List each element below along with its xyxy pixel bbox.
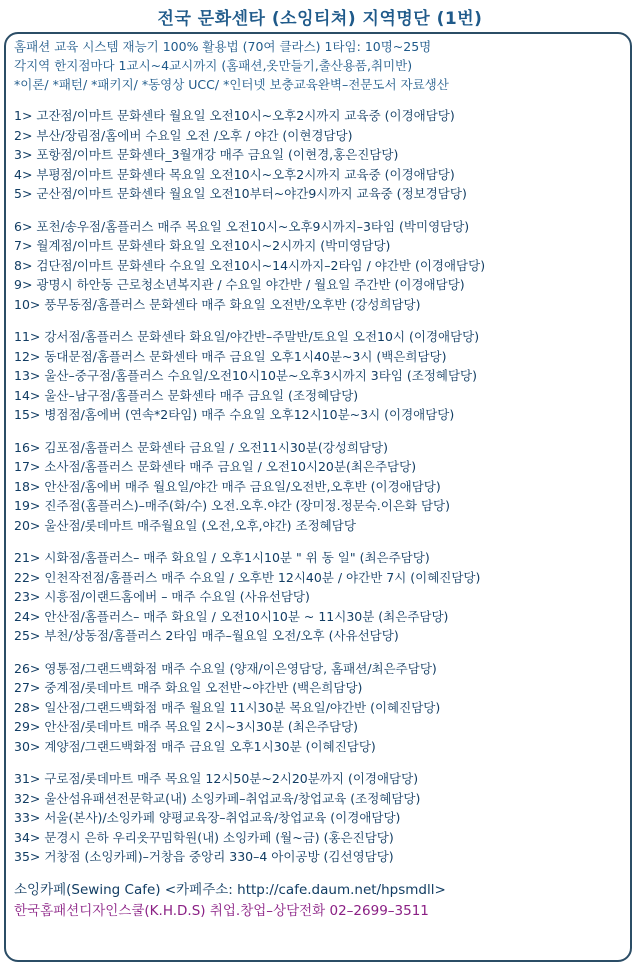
intro-block bbox=[14, 37, 622, 94]
list-item: 32> 울산섬유패션전문학교(내) 소잉카페–취업교육/창업교육 (조정혜담당) bbox=[14, 790, 421, 806]
list-item: 5> 군산점/이마트 문화센타 월요일 오전10부터~야간9시까지 교육중 (정보경담당) bbox=[14, 186, 467, 201]
list-item: 16> 김포점/홈플러스 문화센타 금요일 / 오전11시30분(강성희담당) bbox=[14, 439, 388, 455]
list-item: 12> 동대문점/홈플러스 문화센타 매주 금요일 오후1시40분~3시 (백은희담당) bbox=[14, 348, 447, 364]
list-item: 22> 인천작전점/홈플러스 매주 수요일 / 오후반 12시40분 / 야간반 7시 (이혜진담당) bbox=[14, 569, 481, 585]
branch-group bbox=[14, 327, 622, 425]
list-item: 23> 시흥점/이랜드홈에버 – 매주 수요일 (사유선담당) bbox=[14, 589, 310, 604]
list-item: 4> 부평점/이마트 문화센타 목요일 오전10시~오후2시까지 교육중 (이경애담당) bbox=[14, 166, 455, 182]
branch-group bbox=[14, 106, 622, 204]
list-item: 34> 문경시 은하 우리옷꾸밈학원(내) 소잉카페 (월~금) (홍은진담당) bbox=[14, 829, 394, 845]
list-item: 29> 안산점/롯데마트 매주 목요일 2시~3시30분 (최은주담당) bbox=[14, 719, 358, 734]
list-item: 13> 울산–중구점/홈플러스 수요일/오전10시10분~오후3시까지 3타임 (조정혜담당) bbox=[14, 368, 477, 383]
list-item: 25> 부천/상동점/홈플러스 2타임 매주–월요일 오전/오후 (사유선담당) bbox=[14, 628, 399, 643]
branch-group bbox=[14, 438, 622, 536]
list-item: 6> 포천/송우점/홈플러스 매주 목요일 오전10시~오후9시까지–3타임 (박미영담당) bbox=[14, 218, 470, 234]
list-item: 7> 월계점/이마트 문화센타 화요일 오전10시~2시까지 (박미영담당) bbox=[14, 238, 391, 253]
list-item: 21> 시화점/홈플러스– 매주 화요일 / 오후1시10분 " 위 동 일" (최은주담당) bbox=[14, 550, 430, 565]
branch-group bbox=[14, 548, 622, 646]
page-title: 전국 문화센타 (소잉티쳐) 지역명단 (1번) bbox=[157, 9, 483, 29]
list-item: 15> 병점점/홈에버 (연속*2타임) 매주 수요일 오후12시10분~3시 (이경애담당) bbox=[14, 407, 455, 422]
branch-group bbox=[14, 659, 622, 757]
content-panel bbox=[4, 32, 632, 962]
list-item: 18> 안산점/홈에버 매주 월요일/야간 매주 금요일/오전반,오후반 (이경애담당) bbox=[14, 478, 441, 494]
list-item: 1> 고잔점/이마트 문화센타 월요일 오전10시~오후2시까지 교육중 (이경애담당) bbox=[14, 108, 455, 123]
list-item: 24> 안산점/홈플러스– 매주 화요일 / 오전10시10분 ~ 11시30분 (최은주담당) bbox=[14, 608, 449, 624]
intro-line: *이론/ *패턴/ *패키지/ *동영상 UCC/ *인터넷 보충교육완벽–전문도서 자료생산 bbox=[14, 77, 449, 92]
branch-list bbox=[14, 106, 622, 867]
intro-line: 홈패션 교육 시스템 재능기 100% 활용법 (70여 클라스) 1타임: 10명~25명 bbox=[14, 39, 432, 54]
list-item: 9> 광명시 하안동 근로청소년복지관 / 수요일 야간반 / 월요일 주간반 (이경애담당) bbox=[14, 277, 465, 292]
list-item: 30> 계양점/그랜드백화점 매주 금요일 오후1시30분 (이혜진담당) bbox=[14, 738, 376, 754]
list-item: 20> 울산점/롯데마트 매주월요일 (오전,오후,야간) 조정혜담당 bbox=[14, 517, 356, 533]
list-item: 14> 울산–남구점/홈플러스 문화센타 매주 금요일 (조정혜담당) bbox=[14, 387, 359, 403]
list-item: 19> 진주점(홈플러스)–매주(화/수) 오전.오후.야간 (장미정.정문숙.이은화 담당) bbox=[14, 498, 450, 513]
list-item: 11> 강서점/홈플러스 문화센타 화요일/야간반–주말반/토요일 오전10시 (이경애담당) bbox=[14, 329, 480, 344]
branch-group bbox=[14, 769, 622, 867]
list-item: 10> 풍무동점/홈플러스 문화센타 매주 화요일 오전반/오후반 (강성희담당) bbox=[14, 296, 421, 312]
list-item: 35> 거창점 (소잉카페)–거창읍 중앙리 330–4 아이공방 (김선영담당) bbox=[14, 849, 394, 864]
list-item: 26> 영통점/그랜드백화점 매주 수요일 (양재/이은영담당, 홈패션/최은주담당) bbox=[14, 660, 437, 676]
list-item: 17> 소사점/홈플러스 문화센타 매주 금요일 / 오전10시20분(최은주담당) bbox=[14, 459, 417, 474]
list-item: 33> 서울(본사)/소잉카페 양평교육장–취업교육/창업교육 (이경애담당) bbox=[14, 810, 401, 825]
list-item: 3> 포항점/이마트 문화센타_3월개강 매주 금요일 (이현경,홍은진담당) bbox=[14, 147, 399, 162]
list-item: 2> 부산/장림점/홈에버 수요일 오전 /오후 / 야간 (이현경담당) bbox=[14, 127, 353, 143]
list-item: 28> 일산점/그랜드백화점 매주 월요일 11시30분 목요일/야간반 (이혜진담당) bbox=[14, 699, 441, 715]
list-item: 8> 검단점/이마트 문화센타 수요일 오전10시~14시까지–2타임 / 야간반 (이경애담당) bbox=[14, 257, 486, 273]
list-item: 31> 구로점/롯데마트 매주 목요일 12시50분~2시20분까지 (이경애담당) bbox=[14, 771, 419, 786]
intro-line: 각지역 한지점마다 1교시~4교시까지 (홈패션,옷만들기,출산용품,취미반) bbox=[14, 58, 413, 73]
contact-phone: 한국홈패션디자인스쿨(K.H.D.S) 취업.창업–상담전화 02–2699–3511 bbox=[14, 902, 429, 919]
list-item: 27> 중계점/롯데마트 매주 화요일 오전반~야간반 (백은희담당) bbox=[14, 680, 363, 695]
branch-group bbox=[14, 217, 622, 315]
footer-block bbox=[14, 880, 622, 922]
cafe-address-link[interactable]: 소잉카페(Sewing Cafe) <카페주소: http://cafe.daum.net/hpsmdll> bbox=[14, 881, 446, 898]
